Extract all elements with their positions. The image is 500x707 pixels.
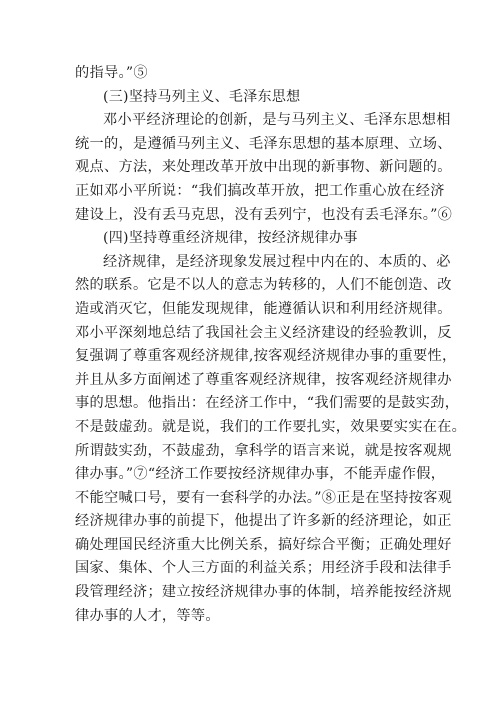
text-line: 事的思想。他指出：在经济工作中，“我们需要的是鼓实劲， [75,395,460,412]
text-line: 确处理国民经济重大比例关系，搞好综合平衡；正确处理好 [75,536,452,553]
text-line: 观点、方法，来处理改革开放中出现的新事物、新问题的。 [75,159,452,176]
text-line: 复强调了尊重客观经济规律,按客观经济规律办事的重要性， [75,348,457,365]
document-body [75,62,467,628]
text-line: 建设上，没有丢马克思，没有丢列宁，也没有丢毛泽东。”⑥ [75,206,453,223]
text-line: 经济规律，是经济现象发展过程中内在的、本质的、必 [103,253,451,270]
text-line: 不是鼓虚劲。就是说，我们的工作要扎实，效果要实实在在。 [75,418,467,435]
text-line: 的指导。”⑤ [75,65,148,81]
section-heading-3: (三)坚持马列主义、毛泽东思想 [103,88,301,105]
text-line: 经济规律办事的前提下，他提出了许多新的经济理论，如正 [75,513,452,530]
section-heading-4: (四)坚持尊重经济规律，按经济规律办事 [103,230,358,247]
text-line: 造或消灭它，但能发现规律，能遵循认识和利用经济规律。 [75,300,452,317]
text-line: 律办事的人才，等等。 [75,607,220,624]
text-line: 段管理经济；建立按经济规律办事的体制，培养能按经济规 [75,584,452,601]
text-line: 邓小平经济理论的创新，是与马列主义、毛泽东思想相 [103,112,451,129]
text-line: 国家、集体、个人三方面的利益关系；用经济手段和法律手 [75,560,452,577]
text-line: 邓小平深刻地总结了我国社会主义经济建设的经验教训，反 [75,324,452,341]
text-line: 并且从多方面阐述了尊重客观经济规律，按客观经济规律办 [75,371,452,388]
text-line: 统一的，是遵循马列主义、毛泽东思想的基本原理、立场、 [75,135,452,152]
text-line: 然的联系。它是不以人的意志为转移的，人们不能创造、改 [75,277,452,294]
text-line: 所谓鼓实劲，不鼓虚劲，拿科学的语言来说，就是按客观规 [75,442,452,459]
text-line: 不能空喊口号，要有一套科学的办法。”⑧正是在坚持按客观 [75,489,453,506]
text-line: 律办事。”⑦“经济工作要按经济规律办事，不能弄虚作假， [75,466,446,483]
text-line: 正如邓小平所说：“我们搞改革开放，把工作重心放在经济 [75,182,445,199]
